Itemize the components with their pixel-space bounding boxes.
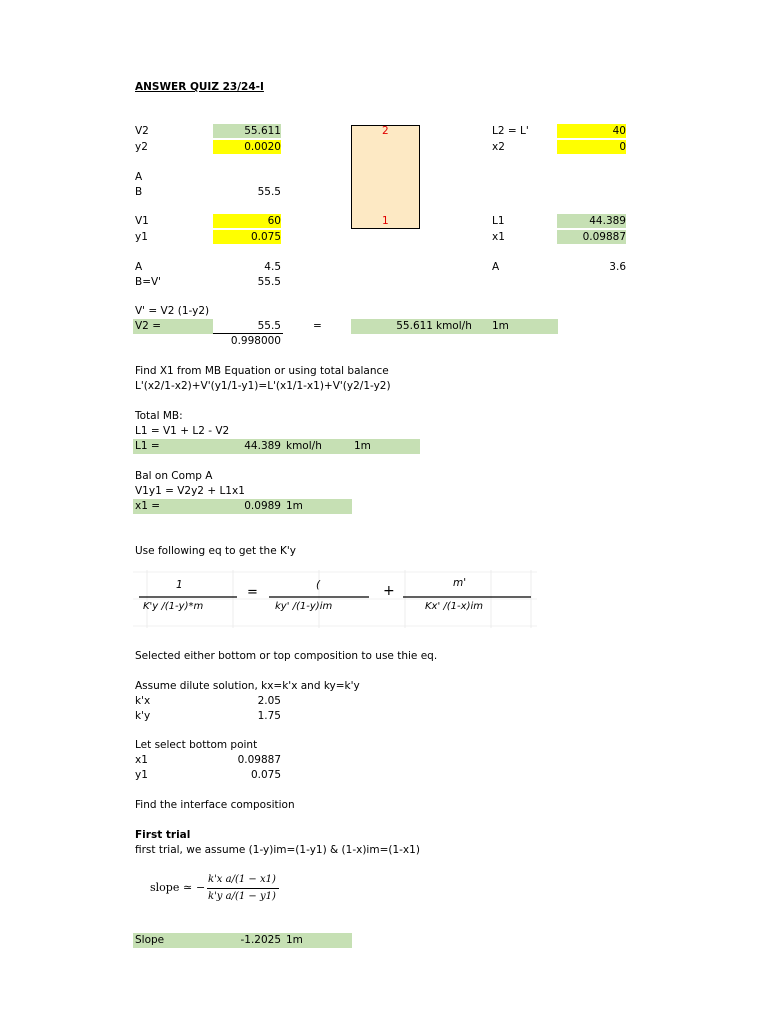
bottom-x1-label: x1: [135, 754, 148, 766]
slope-result-value: -1.2025: [240, 934, 281, 946]
l1-result-label: L1 =: [135, 440, 160, 452]
a-label-right: A: [492, 261, 500, 273]
slope-formula-approx: ≃: [183, 881, 193, 894]
slope-mark: 1m: [286, 934, 303, 946]
v1-label: V1: [135, 215, 149, 227]
b-label: B: [135, 186, 143, 198]
l1-result-value: 44.389: [244, 440, 281, 452]
first-trial-assumption: first trial, we assume (1-y)im=(1-y1) & (1-x)im=(1-x1): [135, 844, 420, 856]
column-top-label: 2: [382, 125, 389, 137]
v1-value-cell[interactable]: 60: [213, 214, 281, 228]
bottom-y1-label: y1: [135, 769, 148, 781]
x1-label: x1: [492, 231, 505, 243]
a-label-top: A: [135, 171, 143, 183]
a-label-bottom: A: [135, 261, 143, 273]
hw-plus: +: [383, 583, 395, 599]
bottom-x1-value: 0.09887: [237, 754, 281, 766]
slope-result-label: Slope: [135, 934, 165, 946]
hw-numerator-2: (: [316, 579, 321, 591]
slope-formula-minus: −: [196, 881, 206, 894]
y1-label: y1: [135, 231, 148, 243]
v2-value-cell[interactable]: 55.611: [213, 124, 281, 138]
x1-value-cell[interactable]: 0.09887: [557, 230, 626, 244]
selected-composition-text: Selected either bottom or top composition to use thie eq.: [135, 650, 438, 662]
total-mb-heading: Total MB:: [135, 410, 183, 422]
x1-result-value: 0.0989: [244, 500, 281, 512]
first-trial-heading: First trial: [135, 829, 191, 841]
bal-a-heading: Bal on Comp A: [135, 470, 213, 482]
bottom-y1-value: 0.075: [250, 769, 281, 781]
handwritten-equation-image: [133, 570, 537, 628]
y2-value-cell[interactable]: 0.0020: [213, 140, 281, 154]
l1-mark: 1m: [354, 440, 371, 452]
hw-denominator-3: Kx' /(1-x)im: [425, 601, 483, 612]
x2-value-cell[interactable]: 0: [557, 140, 626, 154]
slope-formula-denominator: k'y a/(1 − y1): [208, 891, 276, 902]
v2-label: V2: [135, 125, 149, 137]
total-mb-equation: L1 = V1 + L2 - V2: [135, 425, 230, 437]
x1-mark: 1m: [286, 500, 303, 512]
v2-eq-label: V2 =: [135, 320, 161, 332]
ky-value: 1.75: [257, 710, 281, 722]
slope-formula-label: slope: [150, 881, 180, 894]
x2-label: x2: [492, 141, 505, 153]
hw-equals: =: [247, 585, 258, 600]
l1-label: L1: [492, 215, 505, 227]
bv-value: 55.5: [257, 276, 281, 288]
mass-balance-equation: L'(x2/1-x2)+V'(y1/1-y1)=L'(x1/1-x1)+V'(y2/1-y2): [135, 380, 391, 392]
v2-denominator: 0.998000: [230, 335, 281, 347]
kx-value: 2.05: [257, 695, 281, 707]
bv-label: B=V': [135, 276, 162, 288]
slope-formula-numerator: k'x a/(1 − x1): [208, 874, 276, 885]
dilute-assumption: Assume dilute solution, kx=k'x and ky=k'y: [135, 680, 360, 692]
hw-denominator-2: ky' /(1-y)im: [275, 601, 333, 612]
equals-sign: =: [313, 320, 322, 332]
l2-value-cell[interactable]: 40: [557, 124, 626, 138]
v2-result: 55.611: [396, 320, 433, 332]
b-value: 55.5: [257, 186, 281, 198]
y2-label: y2: [135, 141, 148, 153]
hw-numerator-1: 1: [176, 579, 183, 591]
x1-result-label: x1 =: [135, 500, 161, 512]
y1-value-cell[interactable]: 0.075: [213, 230, 281, 244]
ky-label: k'y: [135, 710, 151, 722]
find-x1-text: Find X1 from MB Equation or using total balance: [135, 365, 389, 377]
hw-numerator-3: m': [453, 577, 467, 589]
page-title: ANSWER QUIZ 23/24-I: [135, 81, 264, 93]
bottom-point-heading: Let select bottom point: [135, 739, 258, 751]
kx-label: k'x: [135, 695, 151, 707]
l2-label: L2 = L': [492, 125, 529, 137]
l1-result-unit: kmol/h: [286, 440, 322, 452]
a-value-right: 3.6: [609, 261, 626, 273]
a-value-bottom: 4.5: [264, 261, 281, 273]
slope-formula-bar: [207, 888, 279, 889]
bal-a-equation: V1y1 = V2y2 + L1x1: [135, 485, 245, 497]
l1-value-cell[interactable]: 44.389: [557, 214, 626, 228]
v2-result-unit: kmol/h: [436, 320, 472, 332]
vprime-formula: V' = V2 (1-y2): [135, 305, 210, 317]
v2-numerator: 55.5: [257, 320, 281, 332]
column-bottom-label: 1: [382, 215, 389, 227]
interface-composition-text: Find the interface composition: [135, 799, 295, 811]
ky-instruction: Use following eq to get the K'y: [135, 545, 296, 557]
hw-denominator-1: K'y /(1-y)*m: [143, 601, 204, 612]
v2-mark: 1m: [492, 320, 509, 332]
